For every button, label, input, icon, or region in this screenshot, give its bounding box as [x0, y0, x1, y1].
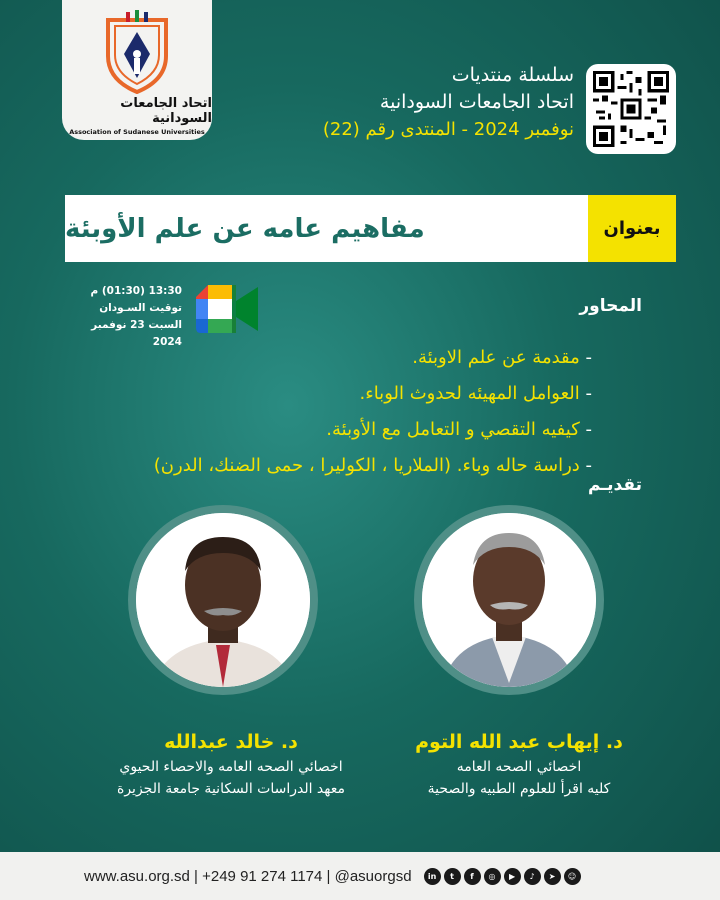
meeting-time: 13:30 (01:30) م: [90, 285, 182, 297]
series-info: [323, 62, 574, 143]
meeting-date: السبت 23 نوفمبر 2024: [91, 319, 182, 348]
topic-banner: [65, 195, 676, 262]
meeting-timezone: توقيت السـودان: [99, 302, 182, 314]
presenter-2-role: اخصائي الصحه العامه والاحصاء الحيوي: [119, 759, 343, 775]
presenter-1-name: د. إيهاب عبد الله التوم: [415, 731, 623, 753]
logo-card: [62, 0, 212, 140]
axes-item: - مقدمة عن علم الاوبئة.: [154, 340, 592, 376]
axes-item: - العوامل المهيئه لحدوث الوباء.: [154, 376, 592, 412]
axes-list: [154, 340, 592, 484]
social-icons: [424, 868, 581, 885]
tiktok-icon[interactable]: ♪: [524, 868, 541, 885]
presenters-heading: تقديـم: [588, 475, 642, 495]
presenter-2-affiliation: معهد الدراسات السكانية جامعة الجزيرة: [116, 781, 345, 797]
axes-heading: المحاور: [579, 296, 642, 316]
presenter-1: [389, 728, 649, 800]
twitter-icon[interactable]: t: [444, 868, 461, 885]
google-meet-icon[interactable]: [196, 281, 262, 337]
footer-contact: www.asu.org.sd | +249 91 274 1174 | @asuorgsd: [84, 867, 412, 885]
snapchat-icon[interactable]: ☺: [564, 868, 581, 885]
youtube-icon[interactable]: ▶: [504, 868, 521, 885]
instagram-icon[interactable]: ◎: [484, 868, 501, 885]
presenter-1-photo: [414, 505, 604, 695]
presenter-2: [101, 728, 361, 800]
qr-code[interactable]: [586, 64, 676, 154]
telegram-icon[interactable]: ➤: [544, 868, 561, 885]
facebook-icon[interactable]: f: [464, 868, 481, 885]
presenter-1-affiliation: كليه اقرأ للعلوم الطبيه والصحية: [427, 781, 611, 797]
presenter-2-name: د. خالد عبدالله: [164, 731, 298, 753]
axes-item: - دراسة حاله وباء. (الملاريا ، الكوليرا ، حمى الضنك، الدرن): [154, 448, 592, 484]
logo-arabic-name: اتحاد الجامعات السودانية: [120, 96, 212, 126]
presenter-2-photo: [128, 505, 318, 695]
linkedin-icon[interactable]: in: [424, 868, 441, 885]
presenter-1-role: اخصائي الصحه العامه: [456, 759, 582, 775]
person-avatar-icon: [422, 513, 596, 687]
series-line-3: نوفمبر 2024 - المنتدى رقم (22): [322, 119, 574, 140]
qr-code-icon: [593, 71, 669, 147]
footer: [0, 852, 720, 900]
logo-english-name: Association of Sudanese Universities: [69, 128, 205, 136]
university-association-logo: [98, 10, 176, 94]
series-line-1: سلسلة منتديات: [451, 64, 574, 86]
topic-tag: بعنوان: [588, 195, 676, 262]
person-avatar-icon: [136, 513, 310, 687]
axes-item: - كيفيه التقصي و التعامل مع الأوبئة.: [154, 412, 592, 448]
series-line-2: اتحاد الجامعات السودانية: [379, 91, 574, 113]
topic-title: مفاهيم عامه عن علم الأوبئة: [65, 213, 425, 244]
